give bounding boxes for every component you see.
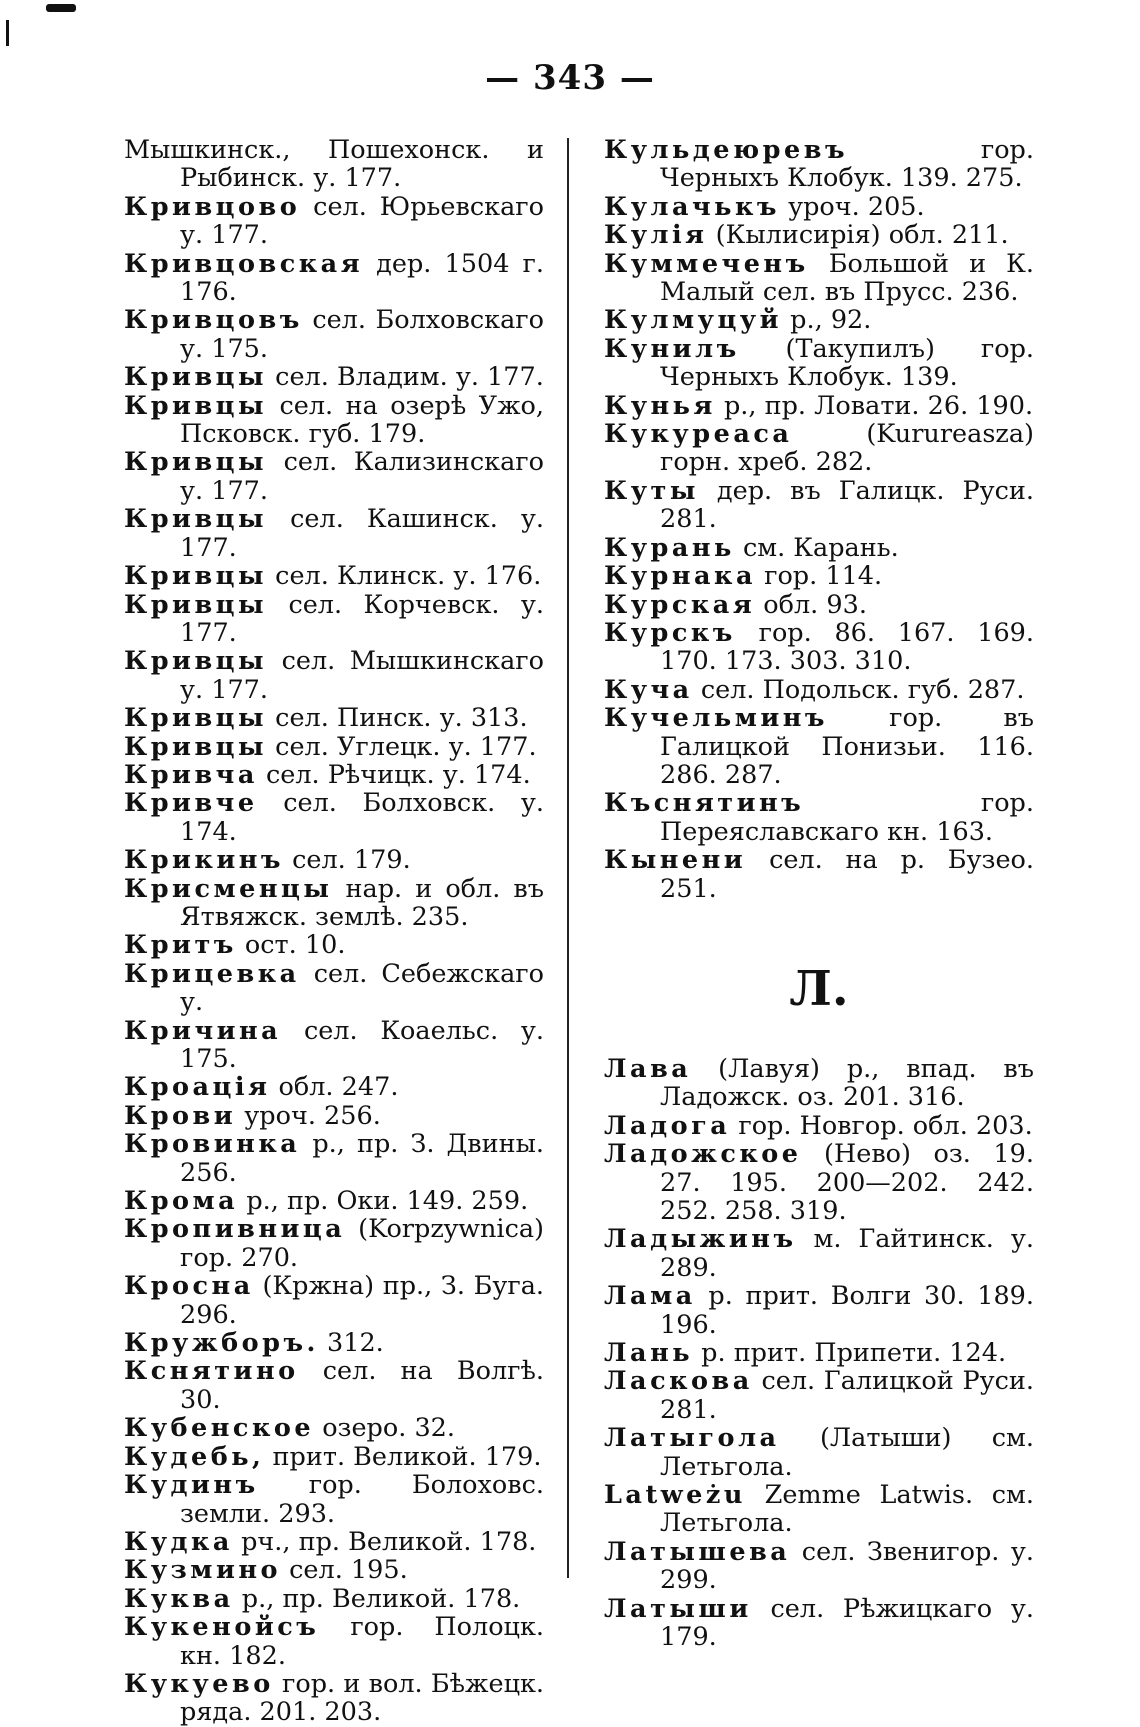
entry-text: (Korpzywnica) гор. 270. [180,1214,544,1273]
entry-text: (Латыши) см. Летьгола. [660,1423,1034,1482]
index-entry [124,761,544,789]
entry-text: сел. Себежскаго у. [180,958,545,1018]
entry-headword: Кривцы [124,362,268,393]
entry-headword: Кукуреаса [604,419,793,450]
entry-text: (Такупилъ) гор. Черныхъ Клобук. 139. [660,333,1034,393]
entry-text: дер. въ Галицк. Руси. 281. [660,475,1034,535]
entry-text: сел. Галицкой Руси. 281. [660,1366,1034,1425]
entry-text: р., пр. З. Двины. 256. [180,1129,544,1188]
index-entry [124,1414,544,1442]
index-entry [124,505,544,562]
entry-text: (Лавуя) р., впад. въ Ладожск. оз. 201. 316. [660,1053,1035,1113]
entry-headword: Кульдеюревъ [604,135,849,165]
index-entry [124,136,544,193]
entry-text: Большой и К. Малый сел. въ Прусс. 236. [660,248,1035,308]
index-entry [604,392,1034,420]
index-entry [124,704,544,732]
entry-text: Zemme Latwis. см. Летьгола. [660,1480,1034,1539]
index-entry [124,363,544,391]
entry-headword: Кривче [124,788,258,819]
entry-text: уроч. 256. [244,1100,381,1131]
index-entry [124,306,544,363]
index-entry [604,1055,1034,1112]
entry-text: сел. 195. [289,1555,408,1586]
entry-headword: Кубенское [124,1413,315,1444]
entry-text: гор. Переяславскаго кн. 163. [660,788,1034,847]
entry-text: сел. Юрьевскаго у. 177. [180,191,544,251]
entry-text: м. Гайтинск. у. 289. [660,1224,1034,1283]
entry-headword: Кривцы [124,447,268,478]
index-entry [604,1367,1034,1424]
entry-text: рч., пр. Великой. 178. [241,1526,537,1557]
entry-headword: Кривцовская [124,248,364,279]
entry-headword: Кроація [124,1072,271,1103]
index-entry [124,931,544,959]
entry-text: сел. Болховскаго у. 175. [180,305,545,364]
entry-text: р., пр. Великой. 178. [241,1583,521,1614]
index-entry [124,1187,544,1215]
entry-headword: Кривцовъ [124,305,303,336]
entry-headword: Куты [604,475,699,506]
index-entry [604,1595,1034,1652]
entry-headword: Ладога [604,1110,731,1141]
entry-headword: Кунья [604,390,716,421]
entry-headword: Кривцы [124,589,268,620]
entry-headword: Кудинъ [124,1470,259,1501]
entry-text: р. прит. Волги 30. 189. 196. [660,1281,1035,1340]
entry-headword: Кружборъ. [124,1328,319,1359]
entry-text: гор. Новгор. обл. 203. [738,1110,1033,1141]
entry-headword: Кривцы [124,703,268,734]
entry-text: сел. на Волгѣ. 30. [180,1356,544,1415]
index-entry [604,704,1034,789]
entry-headword: Крицевка [124,958,300,989]
index-entry [604,562,1034,590]
entry-text: сел. Рѣжицкаго у. 179. [660,1593,1034,1653]
entry-text: (Кылисирія) обл. 211. [715,220,1009,251]
entry-text: сел. Владим. у. 177. [275,362,544,393]
entry-headword: Кривцы [124,504,268,535]
entry-headword: Куча [604,674,693,705]
index-entry [604,1140,1034,1225]
entry-headword: Кснятино [124,1356,299,1387]
entry-text: (Кржна) пр., З. Буга. 296. [180,1271,545,1330]
entry-headword: Кровинка [124,1129,301,1160]
entry-headword: Кукенойсъ [124,1612,320,1643]
entry-headword: Къснятинъ [604,788,805,819]
entry-text: дер. 1504 г. 176. [180,248,545,308]
entry-headword: Кулія [604,220,708,251]
entry-headword: Латыши [604,1593,752,1624]
entry-headword: Кукуево [124,1668,274,1699]
entry-text: обл. 93. [763,589,867,620]
entry-headword: Кынени [604,845,747,876]
entry-text: обл. 247. [278,1072,399,1103]
index-entry [124,1073,544,1101]
entry-text: сел. Мышкинскаго у. 177. [180,646,544,705]
index-entry [604,846,1034,903]
index-entry [124,647,544,704]
entry-headword: Кудка [124,1526,233,1557]
entry-text: уроч. 205. [788,191,925,222]
entry-text: сел. 179. [292,845,411,876]
index-entry [124,1102,544,1130]
entry-headword: Кулмуцуй [604,305,783,336]
entry-text: сел. Коаельс. у. 175. [180,1015,544,1074]
entry-headword: Кричина [124,1015,282,1046]
index-entry [604,1225,1034,1282]
right-column [604,136,1034,1652]
entry-text: прит. Великой. 179. [272,1441,542,1472]
entry-text: сел. Углецк. у. 177. [275,731,537,762]
index-entry [604,221,1034,249]
entry-headword: Ладыжинъ [604,1224,797,1255]
index-entry [124,1556,544,1584]
entry-text: р., пр. Оки. 149. 259. [246,1186,529,1217]
entry-text: сел. Корчевск. у. 177. [180,589,544,648]
index-entry [604,1112,1034,1140]
index-entry [124,1528,544,1556]
entry-text: сел. Звенигор. у. 299. [660,1536,1035,1596]
index-entry [124,1471,544,1528]
index-entry [124,960,544,1017]
entry-headword: Кузмино [124,1555,282,1586]
entry-headword: Куква [124,1583,234,1614]
entry-text: гор. и вол. Бѣжецк. ряда. 201. 203. [180,1668,545,1727]
index-entry [124,1130,544,1187]
entry-text: (Нево) оз. 19. 27. 195. 200—202. 242. 252. 258. 319. [660,1139,1034,1226]
entry-headword: Ласкова [604,1366,753,1397]
index-entry [124,392,544,449]
entry-text: см. Карань. [742,532,899,563]
entry-text: гор. Болоховс. земли. 293. [180,1470,544,1529]
column-divider [567,138,569,1578]
index-entry [604,591,1034,619]
entry-headword: Кривча [124,759,258,790]
entry-text: сел. Подольск. губ. 287. [700,674,1025,705]
entry-text: сел. Болховск. у. 174. [180,788,544,847]
entry-headword: Latweżu [604,1480,746,1511]
entry-text: сел. Кашинск. у. 177. [180,504,544,563]
entry-text: (Kurureasza) горн. хреб. 282. [660,419,1034,478]
index-entry [604,534,1034,562]
index-entry [604,306,1034,334]
index-entry [604,250,1034,307]
index-entry [124,448,544,505]
entry-headword: Крикинъ [124,845,284,876]
entry-text: гор. Черныхъ Клобук. 139. 275. [660,135,1034,194]
index-entry [124,733,544,761]
entry-headword: Латышева [604,1536,791,1567]
left-column [124,136,544,1727]
entry-text: сел. на р. Бузео. 251. [660,845,1035,904]
index-entry [604,193,1034,221]
entry-text: Мышкинск., Пошехонск. и Рыбинск. у. 177. [124,135,544,194]
entry-text: гор. 86. 167. 169. 170. 173. 303. 310. [660,617,1035,677]
index-entry [124,1272,544,1329]
index-entry [124,846,544,874]
entry-headword: Кулачькъ [604,191,780,222]
index-entry [124,875,544,932]
entry-text: гор. въ Галицкой Понизьи. 116. 286. 287. [660,703,1035,790]
scan-mark-top [46,4,76,12]
index-entry [124,1443,544,1471]
entry-headword: Кудебь, [124,1441,265,1472]
index-entry [604,335,1034,392]
entry-headword: Критъ [124,930,237,961]
entry-headword: Курань [604,532,735,563]
page-number: — 343 — [485,58,655,98]
entry-headword: Курскъ [604,617,736,648]
entry-headword: Лама [604,1281,696,1312]
index-entry [124,1357,544,1414]
entry-text: сел. Кализинскаго у. 177. [180,447,544,506]
index-entry [604,420,1034,477]
entry-headword: Кунилъ [604,333,740,364]
entry-headword: Латыгола [604,1423,780,1454]
index-entry [124,562,544,590]
entry-text: сел. на озерѣ Ужо, Псковск. губ. 179. [180,390,544,450]
index-entry [604,1538,1034,1595]
entry-headword: Кривцы [124,731,268,762]
entry-text: гор. 114. [764,561,883,592]
index-entry [124,1670,544,1727]
entry-headword: Кривцы [124,390,268,421]
entry-headword: Крисменцы [124,873,333,904]
index-entry [604,1481,1034,1538]
index-entry [604,136,1034,193]
entry-headword: Кривцы [124,561,268,592]
entry-text: р. прит. Припети. 124. [701,1338,1007,1369]
scan-mark-side [6,20,9,46]
index-entry [124,1017,544,1074]
index-entry [604,1424,1034,1481]
index-entry [604,1339,1034,1367]
index-entry [124,789,544,846]
entry-headword: Лань [604,1338,694,1369]
entry-headword: Курская [604,589,756,620]
right-column-l-entries [604,1055,1034,1652]
entry-text: гор. Полоцк. кн. 182. [180,1612,544,1671]
entry-headword: Кривцы [124,646,268,677]
index-entry [604,1282,1034,1339]
entry-text: р., пр. Ловати. 26. 190. [723,390,1034,421]
entry-headword: Кучельминъ [604,703,828,734]
index-entry [604,789,1034,846]
entry-headword: Кропивница [124,1214,346,1245]
section-letter: Л. [789,960,849,1017]
entry-headword: Кривцово [124,191,301,222]
entry-headword: Куммеченъ [604,248,809,279]
entry-headword: Курнака [604,561,756,592]
entry-text: р., 92. [790,305,872,336]
entry-headword: Крома [124,1186,239,1217]
index-entry [124,591,544,648]
entry-text: ост. 10. [244,930,346,961]
entry-text: озеро. 32. [322,1413,455,1444]
index-entry [124,250,544,307]
index-entry [124,1215,544,1272]
entry-headword: Лава [604,1053,692,1084]
entry-text: нар. и обл. въ Ятвяжск. землѣ. 235. [180,873,545,932]
entry-text: сел. Клинск. у. 176. [275,561,542,592]
entry-headword: Крови [124,1100,237,1131]
entry-headword: Ладожское [604,1139,802,1170]
right-column-k-entries [604,136,1034,903]
index-entry [604,477,1034,534]
index-entry [124,1585,544,1613]
entry-text: 312. [327,1328,384,1359]
entry-text: сел. Пинск. у. 313. [275,703,528,734]
index-entry [124,1613,544,1670]
index-entry [124,1329,544,1357]
index-entry [604,676,1034,704]
index-entry [124,193,544,250]
entry-text: сел. Рѣчицк. у. 174. [265,759,531,790]
entry-headword: Кросна [124,1271,254,1302]
index-entry [604,619,1034,676]
